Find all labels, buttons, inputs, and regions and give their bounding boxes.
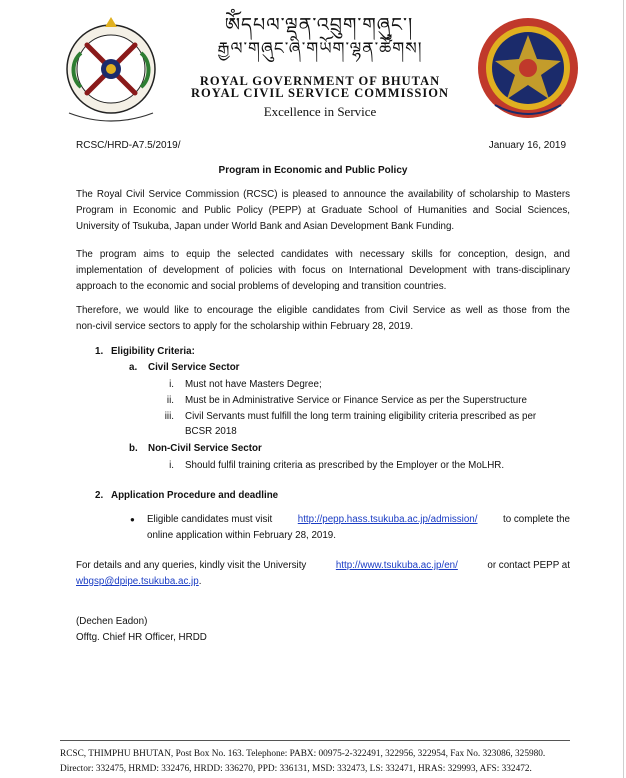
- list-item: Must not have Masters Degree;: [185, 379, 322, 390]
- application-text: to complete the: [503, 514, 570, 525]
- paragraph-announcement: [76, 187, 570, 235]
- bullet-icon: ●: [130, 515, 135, 524]
- details-text: or contact PEPP at: [487, 560, 570, 571]
- list-item: Civil Servants must fulfill the long term training eligibility criteria prescribed as per: [185, 411, 537, 422]
- paragraph-program-aims: [76, 247, 570, 295]
- eligibility-heading: Eligibility Criteria:: [111, 346, 195, 357]
- list-number: ii.: [166, 395, 174, 406]
- motto: Excellence in Service: [263, 104, 377, 119]
- details-line-2: [76, 576, 201, 587]
- signatory-title: Offtg. Chief HR Officer, HRDD: [76, 632, 207, 643]
- text-line: Therefore, we would like to encourage the eligible candidates from Civil Service as well as those from the: [76, 305, 570, 316]
- list-item-continuation: BCSR 2018: [185, 426, 237, 437]
- civil-service-heading: Civil Service Sector: [148, 362, 240, 373]
- list-number: i.: [169, 379, 174, 390]
- text-line: The Royal Civil Service Commission (RCSC) is pleased to announce the availability of scholarship to Masters: [76, 189, 570, 200]
- text-line: University of Tsukuba, Japan under World Bank and Asian Development Bank Funding.: [76, 221, 455, 232]
- footer-phone-numbers: Director: 332475, HRMD: 332476, HRDD: 336270, PPD: 336131, MSD: 332473, LS: 332471, HRAS: 329993, AFS: 332472.: [60, 764, 532, 774]
- letter-date: January 16, 2019: [488, 140, 566, 151]
- list-number: i.: [169, 460, 174, 471]
- dzongkha-title-line2: རྒྱལ་གཞུང་ཞི་གཡོག་ལྷན་ཚོགས།: [217, 39, 423, 59]
- application-line: [147, 514, 570, 525]
- details-line: [76, 560, 570, 571]
- admission-link[interactable]: http://pepp.hass.tsukuba.ac.jp/admission/: [297, 514, 478, 525]
- subsection-label: b.: [129, 443, 138, 454]
- text-line: non-civil service sectors to apply for the scholarship within February 28, 2019.: [76, 321, 414, 332]
- list-number: iii.: [164, 411, 174, 422]
- text-line: approach to the economic and social problems of developing and transition countries.: [76, 281, 447, 292]
- commission-name: ROYAL CIVIL SERVICE COMMISSION: [191, 86, 449, 100]
- footer-divider: [60, 740, 570, 741]
- non-civil-service-heading: Non-Civil Service Sector: [148, 443, 262, 454]
- email-link[interactable]: wbgsp@dpipe.tsukuba.ac.jp: [76, 576, 199, 587]
- page-edge: [623, 0, 624, 778]
- letter-title: Program in Economic and Public Policy: [218, 165, 408, 176]
- rcsc-seal-icon: [475, 13, 581, 125]
- national-emblem-icon: [57, 13, 165, 131]
- footer-address: RCSC, THIMPHU BHUTAN, Post Box No. 163. Telephone: PABX: 00975-2-322491, 322956, 322954, Fax No. 323086, 325980.: [60, 749, 546, 759]
- application-text: Eligible candidates must visit: [147, 514, 273, 525]
- government-name: ROYAL GOVERNMENT OF BHUTAN: [199, 74, 441, 88]
- text-line: Program in Economic and Public Policy (PEPP) at Graduate School of Humanities and Social Sciences,: [76, 205, 570, 216]
- subsection-label: a.: [129, 362, 138, 373]
- university-link[interactable]: http://www.tsukuba.ac.jp/en/: [335, 560, 458, 571]
- signatory-name: (Dechen Eadon): [76, 616, 148, 627]
- dzongkha-title-line1: ༀདཔལ་ལྡན་འབྲུག་གཞུང་།: [224, 14, 414, 36]
- application-heading: Application Procedure and deadline: [111, 490, 279, 501]
- application-text: online application within February 28, 2019.: [147, 530, 336, 541]
- details-text: For details and any queries, kindly visit the University: [76, 560, 307, 571]
- details-text: .: [198, 576, 202, 587]
- list-item: Should fulfil training criteria as prescribed by the Employer or the MoLHR.: [185, 460, 505, 471]
- section-number: 1.: [95, 346, 104, 357]
- list-item: Must be in Administrative Service or Finance Service as per the Superstructure: [185, 395, 527, 406]
- section-number: 2.: [95, 490, 104, 501]
- text-line: implementation of development of policies with focus on International Development with trans-disciplinary: [76, 265, 570, 276]
- reference-number: RCSC/HRD-A7.5/2019/: [76, 140, 181, 151]
- text-line: The program aims to equip the selected candidates with necessary skills for conception, design, and: [76, 249, 570, 260]
- paragraph-encouragement: [76, 303, 570, 335]
